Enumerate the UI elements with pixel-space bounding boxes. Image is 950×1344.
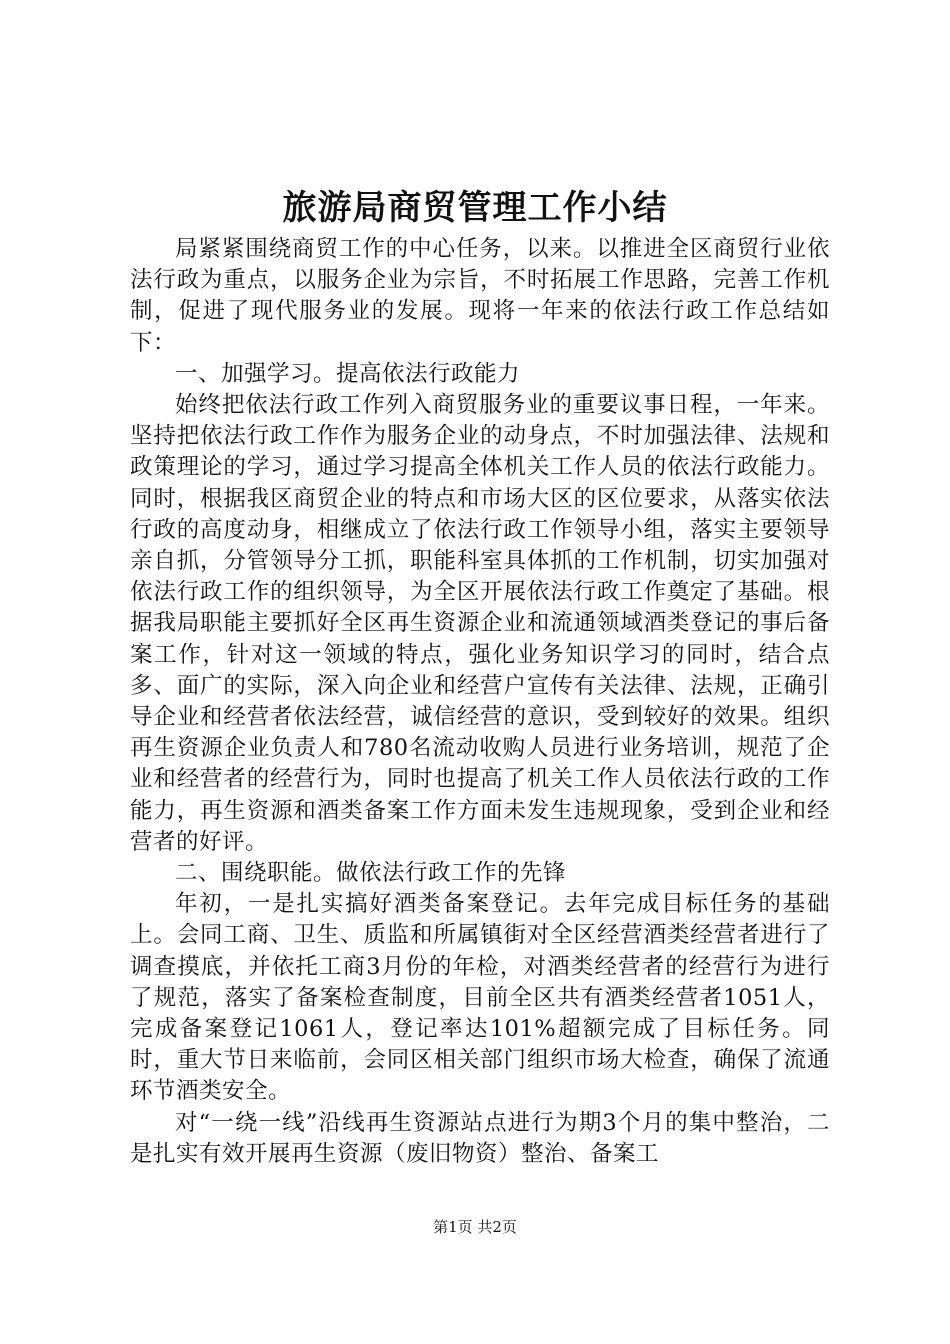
paragraph-section-1: 始终把依法行政工作列入商贸服务业的重要议事日程，一年来。坚持把依法行政工作作为服务企业的动身点，不时加强法律、法规和政策理论的学习，通过学习提高全体机关工作人员的依法行政能力。同时，根据我区商贸企业的特点和市场大区的区位要求，从落实依法行政的高度动身，相继成立了依法行政工作领导小组，落实主要领导亲自抓，分管领导分工抓，职能科室具体抓的工作机制，切实加强对依法行政工作的组织领导，为全区开展依法行政工作奠定了基础。根据我局职能主要抓好全区再生资源企业和流通领域酒类登记的事后备案工作，针对这一领域的特点，强化业务知识学习的同时，结合点多、面广的实际，深入向企业和经营户宣传有关法律、法规，正确引导企业和经营者依法经营，诚信经营的意识，受到较好的效果。组织再生资源企业负责人和780名流动收购人员进行业务培训，规范了企业和经营者的经营行为，同时也提高了机关工作人员依法行政的工作能力，再生资源和酒类备案工作方面未发生违规现象，受到企业和经营者的好评。 (130, 392, 830, 855)
page-title: 旅游局商贸管理工作小结 (282, 188, 668, 228)
paragraph-intro: 局紧紧围绕商贸工作的中心任务，以来。以推进全区商贸行业依法行政为重点，以服务企业为宗旨，不时拓展工作思路，完善工作机制，促进了现代服务业的发展。现将一年来的依法行政工作总结如下： (130, 236, 830, 356)
paragraph-section-2b: 对“一绕一线”沿线再生资源站点进行为期3个月的集中整治，二是扎实有效开展再生资源（废旧物资）整治、备案工 (130, 1109, 830, 1167)
section-heading-1: 一、加强学习。提高依法行政能力 (175, 360, 521, 387)
document-body (130, 234, 830, 1170)
page-footer: 第1页 共2页 (433, 1218, 517, 1236)
section-heading-2: 二、围绕职能。做依法行政工作的先锋 (175, 860, 567, 887)
paragraph-section-2a: 年初，一是扎实搞好酒类备案登记。去年完成目标任务的基础上。会同工商、卫生、质监和所属镇街对全区经营酒类经营者进行了调查摸底，并依托工商3月份的年检，对酒类经营者的经营行为进行了规范，落实了备案检查制度，目前全区共有酒类经营者1051人，完成备案登记1061人，登记率达101%超额完成了目标任务。同时，重大节日来临前，会同区相关部门组织市场大检查，确保了流通环节酒类安全。 (130, 891, 830, 1105)
